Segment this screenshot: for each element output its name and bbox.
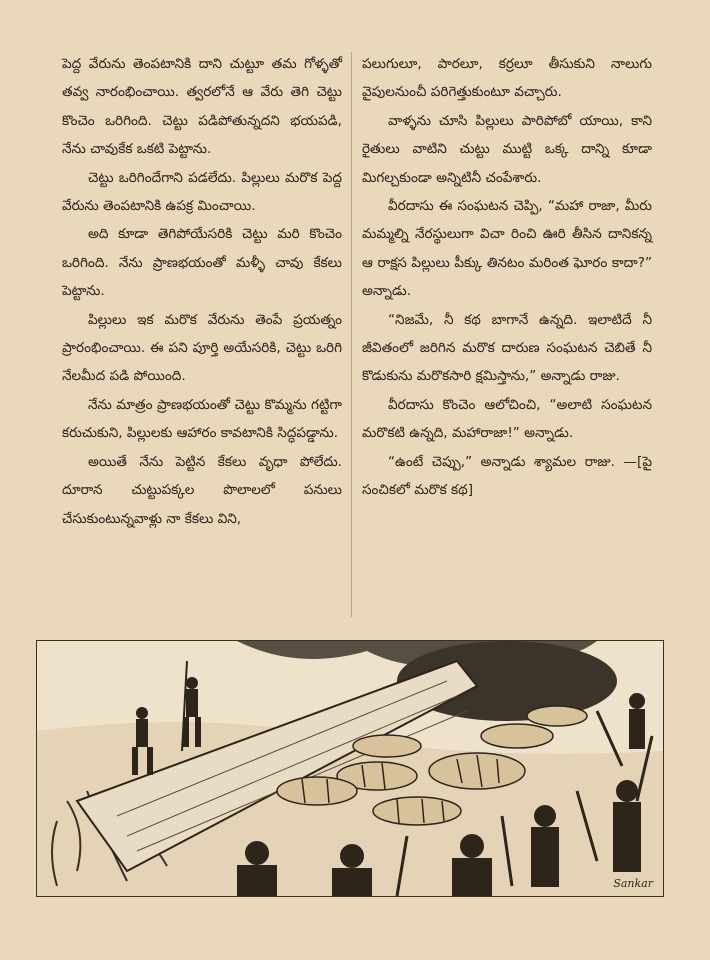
paragraph: చెట్టు ఒరిగిందేగాని పడలేదు. పిల్లులు మరొక పెద్ద వేరును తెంపటానికి ఉపక్ర మించాయి.	[62, 169, 342, 215]
paragraph: వాళ్ళను చూసి పిల్లులు పారిపోబో యాయి, కాని రైతులు వాటిని చుట్టు ముట్టి ఒక్క దాన్ని కూడా మిగల్చకుండా అన్నిటినీ చంపేశారు.	[362, 112, 652, 186]
paragraph: వీరదాసు ఈ సంఘటన చెప్పి, “మహా రాజా, మీరు మమ్మల్ని నేరస్థులుగా విచా రించి ఊరి తీసిన దానికన్న ఆ రాక్షస పిల్లులు పీక్కు తినటం మరింత ఘోరం కాదా?” అన్నాడు.	[362, 198, 652, 300]
paragraph: పెద్ద వేరును తెంపటానికి దాని చుట్టూ తమ గోళ్ళతో తవ్వ నారంభించాయి. త్వరలోనే ఆ వేరు తెగి చెట్టు కొంచెం ఒరిగింది. చెట్టు పడిపోతున్నదని భయపడి, నేను చావుకేక ఒకటి పెట్టాను.	[62, 56, 342, 158]
paragraph: నేను మాత్రం ప్రాణభయంతో చెట్టు కొమ్మను గట్టిగా కరుచుకుని, పిల్లులకు ఆహారం కావటానికి సిద్ధపడ్డాను.	[62, 396, 342, 442]
tiger	[353, 735, 421, 757]
artist-signature: Sankar	[613, 877, 653, 890]
left-text-column	[62, 50, 342, 533]
paragraph: “ఉంటే చెప్పు,” అన్నాడు శ్యామల రాజు. —[పై సంచికలో మరొక కథ]	[362, 453, 652, 499]
paragraph: అయితే నేను పెట్టిన కేకలు వృధా పోలేదు. దూరాన చుట్టుపక్కల పొలాలలో పనులు చేసుకుంటున్నవాళ్లు నా కేకలు విని,	[62, 453, 342, 527]
tiger	[481, 724, 553, 748]
column-divider	[351, 52, 352, 617]
right-text-column	[362, 50, 652, 505]
paragraph: అది కూడా తెగిపోయేసరికి చెట్టు మరి కొంచెం ఒరిగింది. నేను ప్రాణభయంతో మళ్ళీ చావు కేకలు పెట్టాను.	[62, 226, 342, 300]
story-illustration	[36, 640, 664, 897]
tiger	[527, 706, 587, 726]
paragraph: “నిజమే, నీ కథ బాగానే ఉన్నది. ఇలాటిదే నీ జీవితంలో జరిగిన మరొక దారుణ సంఘటన చెబితే నీ కొడుకును మరొకసారి క్షమిస్తాను,” అన్నాడు రాజు.	[362, 311, 652, 385]
paragraph: వీరదాసు కొంచెం ఆలోచించి, “అలాటి సంఘటన మరొకటి ఉన్నది, మహారాజా!” అన్నాడు.	[362, 396, 652, 442]
paragraph: పలుగులూ, పారలూ, కర్రలూ తీసుకుని నాలుగు వైపులనుంచీ పరిగెత్తుకుంటూ వచ్చారు.	[362, 56, 652, 101]
tiger	[277, 777, 357, 805]
tiger	[373, 797, 461, 825]
paragraph: పిల్లులు ఇక మరొక వేరును తెంపే ప్రయత్నం ప్రారంభించాయి. ఈ పని పూర్తి అయేసరికి, చెట్టు ఒరిగి నేలమీద పడి పోయింది.	[62, 311, 342, 385]
illustration-drawing	[37, 641, 663, 896]
